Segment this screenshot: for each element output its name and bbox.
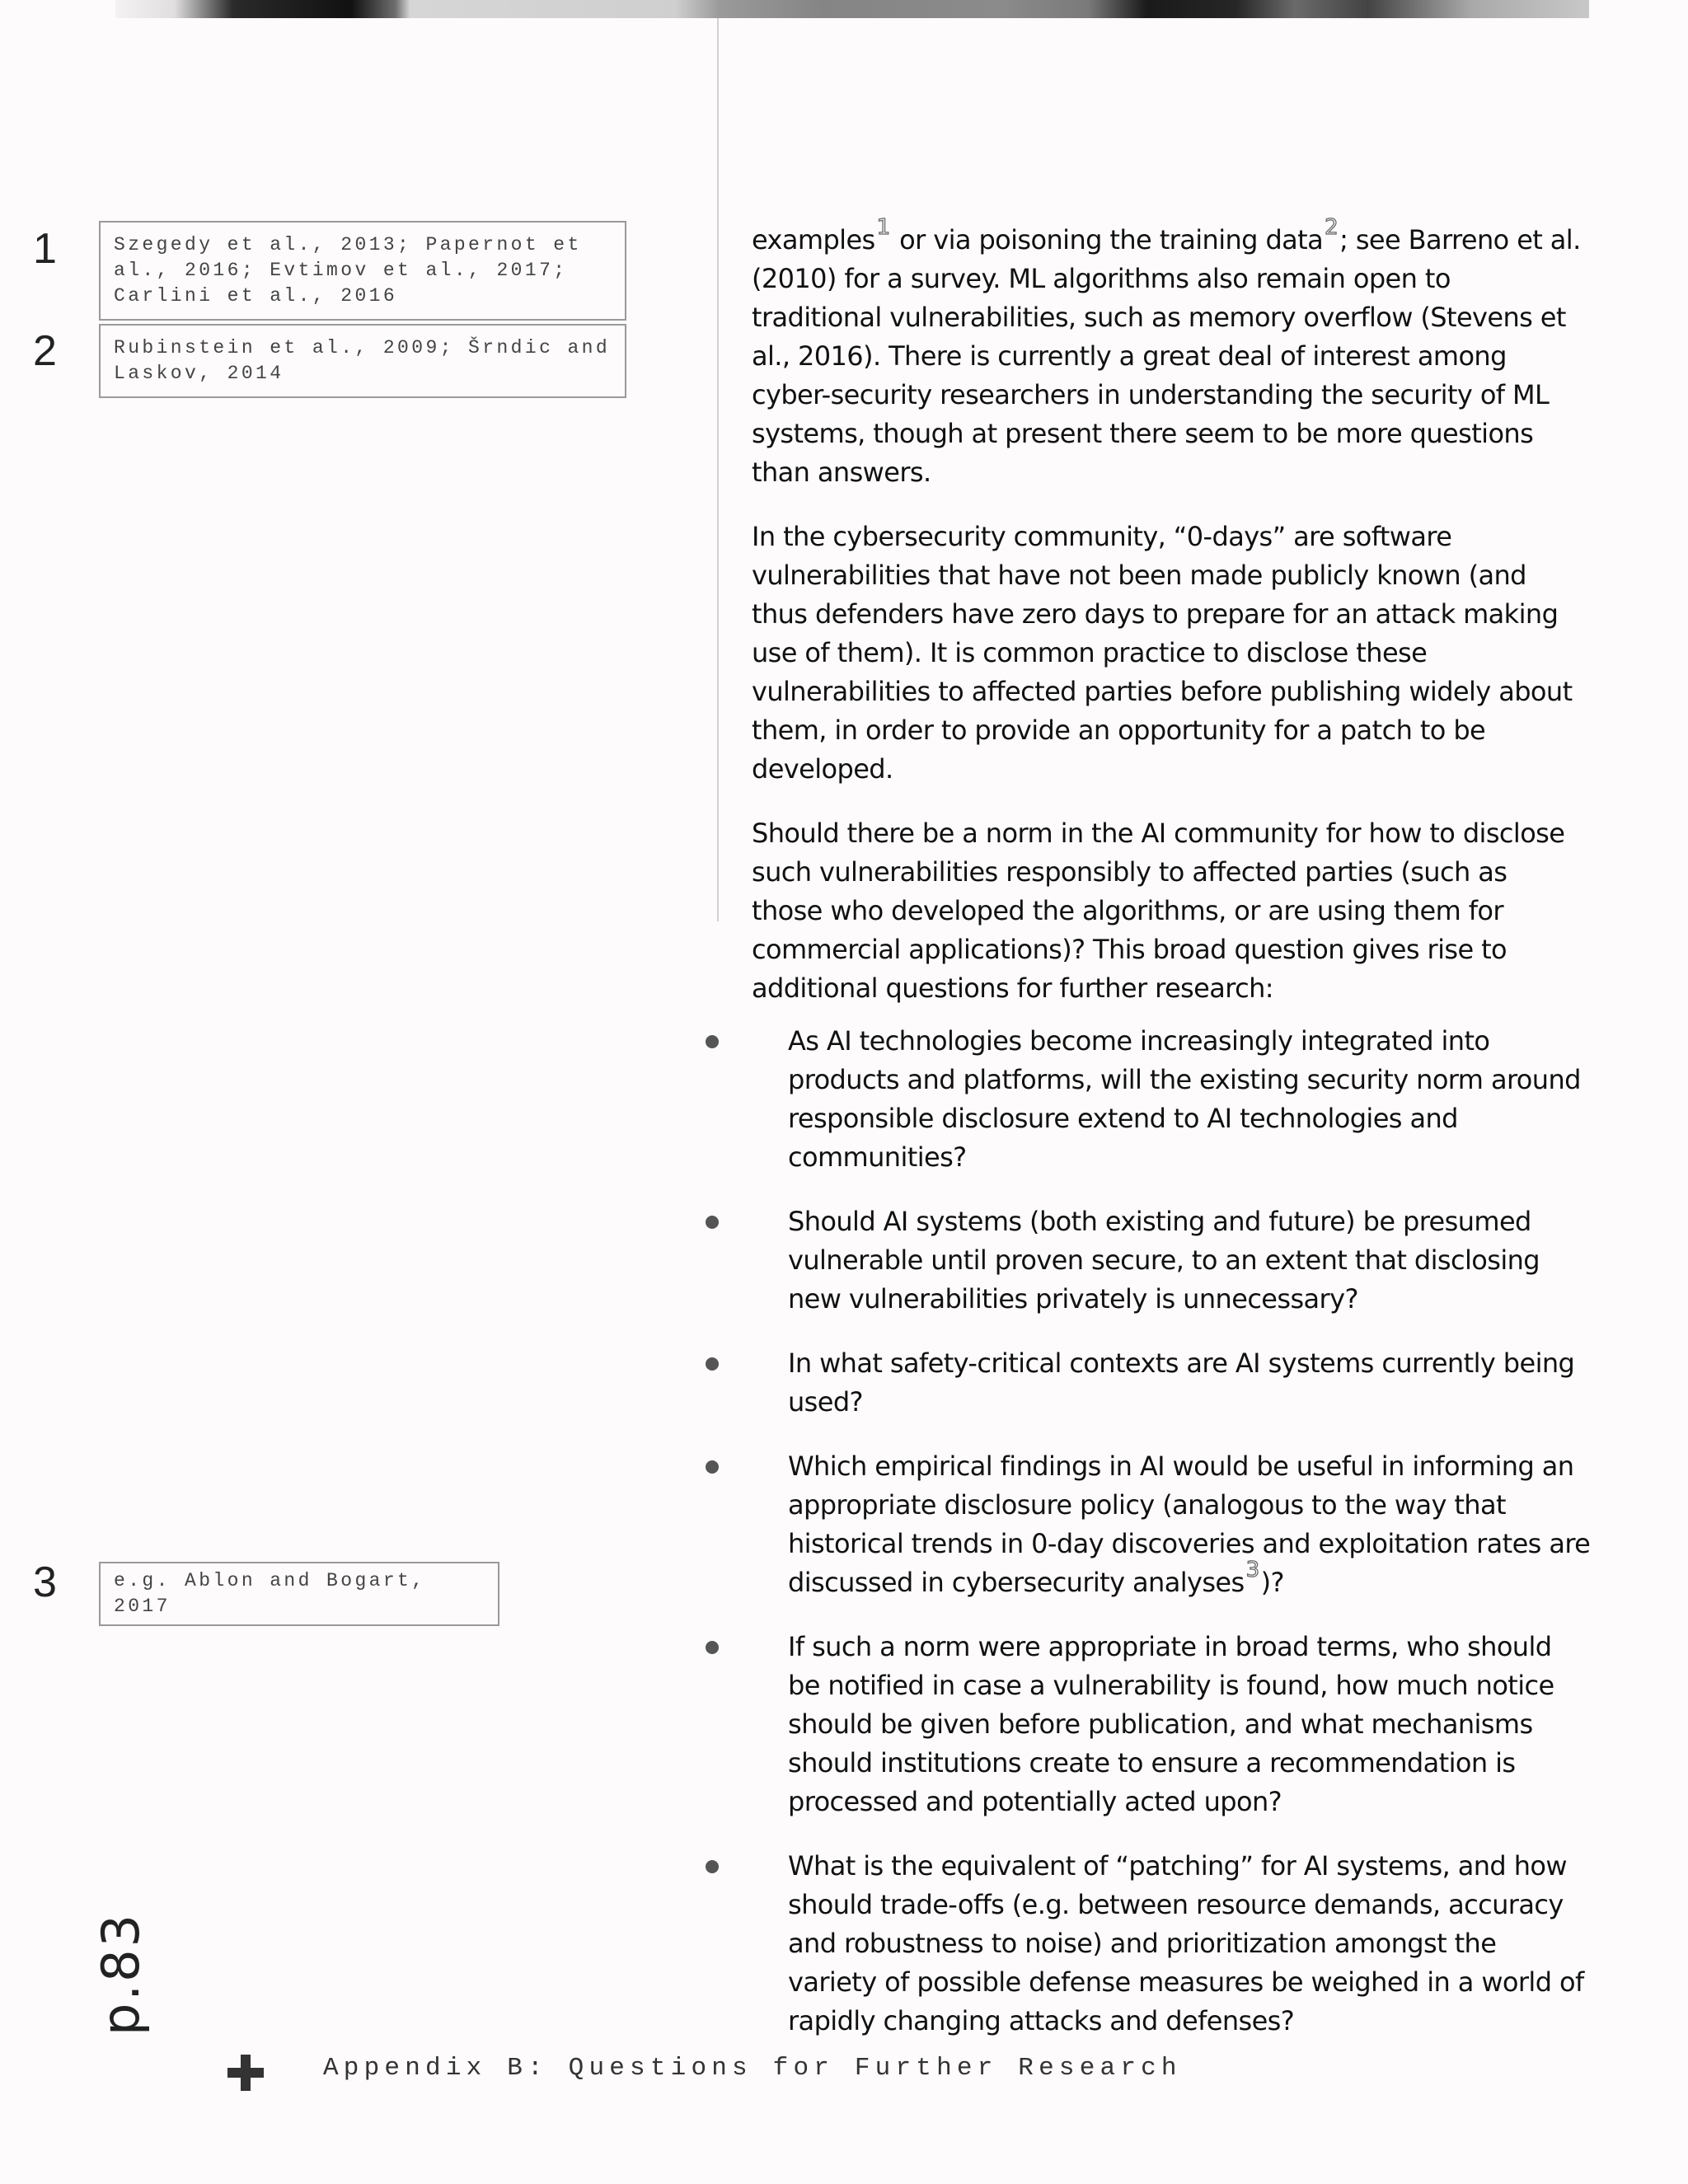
sidenote-number-3: 3: [33, 1558, 57, 1606]
list-item: [701, 1344, 1591, 1422]
footnote-ref-3[interactable]: 3: [1245, 1558, 1259, 1582]
bullet-icon: [706, 1641, 719, 1654]
footer-section-title: Appendix B: Questions for Further Research: [323, 2054, 1182, 2083]
list-item-text: As AI technologies become increasingly integrated into products and platforms, will the existing security norm around responsible disclosure extend to AI technologies and communities?: [788, 1025, 1581, 1173]
list-item: [701, 1847, 1591, 2041]
list-item-text-b: )?: [1260, 1567, 1284, 1598]
sidenote-number-1: 1: [33, 225, 57, 273]
sidenote-2: Rubinstein et al., 2009; Šrndic and Laskov, 2014: [99, 324, 626, 398]
list-item: [701, 1628, 1591, 1821]
paragraph-1-text-a: examples: [752, 224, 875, 255]
bullet-icon: [706, 1357, 719, 1371]
main-body: [752, 215, 1584, 1033]
paragraph-1: [752, 215, 1584, 492]
list-item-text: In what safety-critical contexts are AI systems currently being used?: [788, 1347, 1575, 1418]
list-item: [701, 1447, 1591, 1602]
paragraph-3: Should there be a norm in the AI community for how to disclose such vulnerabilities responsibly to affected parties (such as those who developed the algorithms, or are using them for commercial applications)? This broad question gives rise to additional questions for further research:: [752, 818, 1565, 1004]
list-item-text: Should AI systems (both existing and future) be presumed vulnerable until proven secure, to an extent that disclosing new vulnerabilities privately is unnecessary?: [788, 1206, 1540, 1315]
page-number: p.83: [91, 1912, 151, 2036]
list-item-text-a: Which empirical findings in AI would be useful in informing an appropriate disclosure policy (analogous to the way that historical trends in 0-day discoveries and exploitation rates are discussed in cybersecurity analyses: [788, 1451, 1591, 1598]
sidenote-number-2: 2: [33, 327, 57, 375]
list-item: [701, 1202, 1591, 1319]
list-item: [701, 1022, 1591, 1177]
sidenote-1: Szegedy et al., 2013; Papernot et al., 2016; Evtimov et al., 2017; Carlini et al., 2016: [99, 221, 626, 321]
list-item-text: If such a norm were appropriate in broad terms, who should be notified in case a vulnerability is found, how much notice should be given before publication, and what mechanisms should institutions create to ensure a recommendation is processed and potentially acted upon?: [788, 1631, 1554, 1817]
bullet-icon: [706, 1216, 719, 1229]
bullet-icon: [706, 1035, 719, 1048]
header-gradient-bar: [115, 0, 1589, 18]
paragraph-1-text-c: ; see Barreno et al. (2010) for a survey. ML algorithms also remain open to traditional vulnerabilities, such as memory overflow (Stevens et al., 2016). There is currently a great deal of interest among cyber-security researchers in understanding the security of ML systems, though at present there seem to be more questions than answers.: [752, 224, 1581, 488]
paragraph-1-text-b: or via poisoning the training data: [891, 224, 1324, 255]
bullet-icon: [706, 1860, 719, 1873]
column-divider: [717, 18, 719, 921]
question-list: [701, 1022, 1591, 2066]
bullet-icon: [706, 1460, 719, 1474]
footnote-ref-1[interactable]: 1: [876, 215, 890, 240]
list-item-text: What is the equivalent of “patching” for AI systems, and how should trade-offs (e.g. between resource demands, accuracy and robustness to noise) and prioritization amongst the variety of possible defense measures be weighed in a world of rapidly changing attacks and defenses?: [788, 1850, 1584, 2036]
sidenote-3: e.g. Ablon and Bogart, 2017: [99, 1562, 499, 1626]
plus-icon: [227, 2055, 264, 2091]
footnote-ref-2[interactable]: 2: [1325, 215, 1339, 240]
paragraph-2: In the cybersecurity community, “0-days” are software vulnerabilities that have not been made publicly known (and thus defenders have zero days to prepare for an attack making use of them). It is common practice to disclose these vulnerabilities to affected parties before publishing widely about them, in order to provide an opportunity for a patch to be developed.: [752, 521, 1573, 785]
